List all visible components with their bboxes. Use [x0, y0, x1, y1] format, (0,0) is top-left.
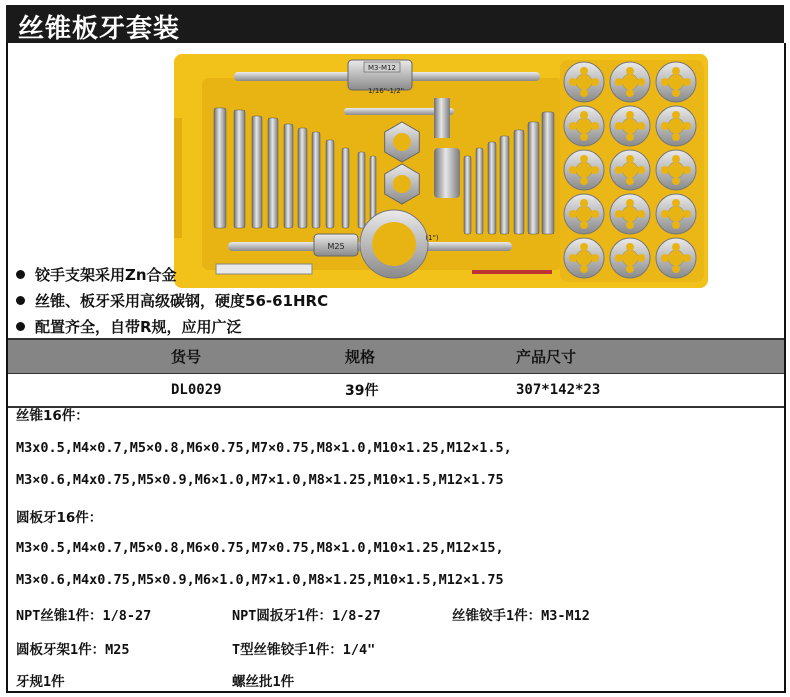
- round-die-flute: [672, 67, 680, 75]
- round-die-flute: [672, 89, 680, 97]
- handle-label: M3-M12: [368, 64, 396, 72]
- round-die-flute: [672, 199, 680, 207]
- feature-item: [16, 287, 328, 313]
- round-die-flute: [672, 221, 680, 229]
- round-die-flute: [580, 221, 588, 229]
- round-die-flute: [626, 111, 634, 119]
- round-die-flute: [626, 199, 634, 207]
- table-row: [8, 374, 784, 408]
- round-die-flute: [626, 243, 634, 251]
- round-die-hole: [668, 74, 684, 90]
- round-die-hole: [622, 206, 638, 222]
- tap: [528, 122, 539, 234]
- round-die-hole: [576, 74, 592, 90]
- tap: [476, 148, 483, 234]
- round-die-hole: [622, 118, 638, 134]
- round-die-flute: [661, 78, 669, 86]
- round-die-flute: [591, 122, 599, 130]
- round-die-flute: [615, 166, 623, 174]
- tap: [542, 112, 554, 234]
- tap: [298, 128, 307, 228]
- round-die-flute: [637, 166, 645, 174]
- round-die-flute: [683, 254, 691, 262]
- round-die-flute: [683, 78, 691, 86]
- tap: [234, 110, 245, 228]
- extra-item: NPT丝锥1件：1/8-27: [16, 608, 152, 624]
- feature-list: [16, 261, 328, 339]
- tap: [358, 152, 365, 228]
- extra-item: 丝锥铰手1件：M3-M12: [452, 608, 590, 624]
- round-die-flute: [672, 155, 680, 163]
- round-die-flute: [683, 166, 691, 174]
- round-die-flute: [580, 133, 588, 141]
- round-die-hole: [576, 206, 592, 222]
- tap: [342, 148, 349, 228]
- tap: [268, 118, 278, 228]
- product-photo: [172, 52, 710, 290]
- round-die-flute: [580, 243, 588, 251]
- round-die-hole: [576, 162, 592, 178]
- hex-die-hole: [393, 133, 411, 151]
- round-die-hole: [668, 250, 684, 266]
- round-die-flute: [569, 78, 577, 86]
- round-die-flute: [580, 265, 588, 273]
- round-die-hole: [576, 250, 592, 266]
- round-die-hole: [576, 118, 592, 134]
- cell-spec: 39件: [345, 383, 379, 399]
- tap: [252, 116, 262, 228]
- round-die-flute: [637, 254, 645, 262]
- feature-item: [16, 313, 328, 339]
- round-die-hole: [668, 206, 684, 222]
- round-die-flute: [626, 89, 634, 97]
- extra-item: T型丝锥铰手1件：1/4": [232, 642, 376, 658]
- tap: [500, 136, 509, 234]
- round-die-flute: [615, 210, 623, 218]
- round-die-hole: [668, 118, 684, 134]
- round-die-flute: [626, 155, 634, 163]
- taps-line-2: M3×0.6,M4x0.75,M5×0.9,M6×1.0,M7×1.0,M8×1.25,M10×1.5,M12×1.75: [16, 472, 504, 488]
- taps-line-1: M3x0.5,M4×0.7,M5×0.8,M6×0.75,M7×0.75,M8×1.0,M10×1.25,M12×1.5,: [16, 440, 512, 456]
- dies-title: 圆板牙16件：: [16, 510, 103, 526]
- handle-sublabel: 1/16"-1/2": [368, 87, 404, 95]
- round-dies-grid: [564, 62, 696, 278]
- feature-text: 丝锥、板牙采用高级碳钢，硬度56-61HRC: [35, 291, 329, 310]
- round-die-flute: [626, 177, 634, 185]
- cell-size: 307*142*23: [516, 382, 601, 398]
- round-die-flute: [569, 210, 577, 218]
- round-die-flute: [569, 254, 577, 262]
- round-die-flute: [591, 254, 599, 262]
- dies-line-2: M3×0.6,M4x0.75,M5×0.9,M6×1.0,M7×1.0,M8×1.25,M10×1.5,M12×1.75: [16, 572, 504, 588]
- round-die-flute: [580, 155, 588, 163]
- product-table: [8, 338, 784, 408]
- round-die-flute: [615, 78, 623, 86]
- round-die-flute: [591, 166, 599, 174]
- cell-item-no: DL0029: [171, 382, 222, 398]
- die-holder-sublabel: (1"): [425, 234, 439, 242]
- hex-die-hole: [393, 175, 411, 193]
- header-item-no: 货号: [171, 348, 202, 366]
- round-die-flute: [580, 111, 588, 119]
- tap: [312, 132, 320, 228]
- bullet-dot: [16, 322, 25, 331]
- round-die-flute: [580, 177, 588, 185]
- round-die-flute: [580, 199, 588, 207]
- round-die-flute: [626, 265, 634, 273]
- taps-title: 丝锥16件：: [16, 408, 89, 424]
- round-die-flute: [661, 122, 669, 130]
- round-die-flute: [569, 166, 577, 174]
- feature-text: 铰手支架采用Zn合金: [35, 265, 177, 284]
- extra-item: 牙规1件: [16, 674, 65, 690]
- round-die-flute: [637, 78, 645, 86]
- round-die-flute: [661, 254, 669, 262]
- round-die-hole: [622, 74, 638, 90]
- round-die-flute: [626, 133, 634, 141]
- round-die-flute: [637, 122, 645, 130]
- round-die-flute: [637, 210, 645, 218]
- round-die-flute: [672, 243, 680, 251]
- round-die-flute: [672, 111, 680, 119]
- round-die-hole: [622, 162, 638, 178]
- round-die-flute: [615, 122, 623, 130]
- round-die-flute: [591, 210, 599, 218]
- round-die-flute: [626, 221, 634, 229]
- round-die-flute: [580, 67, 588, 75]
- page-title: 丝锥板牙套装: [18, 14, 181, 44]
- round-die-hole: [622, 250, 638, 266]
- feature-text: 配置齐全，自带R规，应用广泛: [35, 317, 242, 336]
- header-spec: 规格: [345, 348, 376, 366]
- table-header-row: [8, 338, 784, 374]
- tap: [488, 142, 496, 234]
- round-die-flute: [672, 177, 680, 185]
- round-die-flute: [615, 254, 623, 262]
- round-die-flute: [672, 133, 680, 141]
- round-die-flute: [661, 210, 669, 218]
- round-die-flute: [580, 89, 588, 97]
- tap: [326, 140, 334, 228]
- tap: [464, 156, 471, 234]
- die-holder-label: M25: [327, 242, 345, 251]
- feature-item: [16, 261, 328, 287]
- round-die-flute: [626, 67, 634, 75]
- bullet-dot: [16, 270, 25, 279]
- round-die-flute: [683, 210, 691, 218]
- round-die-flute: [661, 166, 669, 174]
- header-size: 产品尺寸: [516, 348, 577, 366]
- round-die-flute: [672, 265, 680, 273]
- title-bar: [6, 5, 784, 43]
- extra-item: 螺丝批1件: [232, 674, 295, 690]
- bullet-dot: [16, 296, 25, 305]
- round-die-flute: [569, 122, 577, 130]
- tap: [214, 108, 226, 228]
- tap: [284, 124, 293, 228]
- round-die-hole: [668, 162, 684, 178]
- dies-line-1: M3×0.5,M4×0.7,M5×0.8,M6×0.75,M7×0.75,M8×1.0,M10×1.25,M12×15,: [16, 540, 504, 556]
- extra-item: 圆板牙架1件：M25: [16, 642, 130, 658]
- round-die-flute: [591, 78, 599, 86]
- tap: [514, 130, 524, 234]
- round-die-flute: [683, 122, 691, 130]
- extra-item: NPT圆扳牙1件：1/8-27: [232, 608, 381, 624]
